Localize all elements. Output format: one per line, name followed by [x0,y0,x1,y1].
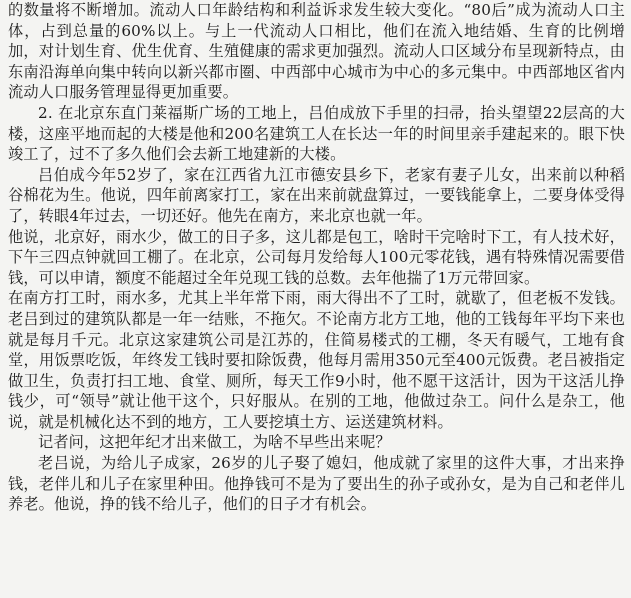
paragraph-case-intro: 2. 在北京东直门莱福斯广场的工地上，吕伯成放下手里的扫帚，抬头望望22层高的大楼，这座平地而起的大楼是他和200名建筑工人在长达一年的时间里亲手建起来的。眼下快竣工了，过不了多久他们会去新工地建新的大楼。 [8,103,625,164]
paragraph-southern-work: 在南方打工时，雨水多，尤其上半年常下雨，雨大得出不了工时，就歇了，但老板不发钱。老吕到过的建筑队都是一年一结账，不拖欠。不论南方北方工地，他的工钱每年平均下来也就是每月千元。北京这家建筑公司是江苏的，住简易楼式的工棚，冬天有暖气，工地有食堂，用饭票吃饭，年终发工钱时要扣除饭费，他每月需用350元至400元饭费。老吕被指定做卫生，负责打扫工地、食堂、厕所，每天工作9小时，他不愿干这活计，因为干这活儿挣钱少，可“领导”就让他干这个，只好服从。在别的工地，他做过杂工。问什么是杂工，他说，就是机械化达不到的地方，工人要挖填土方、运送建筑材料。 [8,289,625,431]
paragraph-beijing-work: 他说，北京好，雨水少，做工的日子多，这儿都是包工，啥时干完啥时下工，有人技术好，下午三四点钟就回工棚了。在北京，公司每月发给每人100元零花钱，遇有特殊情况需要借钱，可以申请，额度不能超过全年兑现工钱的总数。去年他揣了1万元带回家。 [8,227,625,287]
paragraph-population-change: 的数量将不断增加。流动人口年龄结构和利益诉求发生较大变化。“80后”成为流动人口主体，占到总量的60%以上。与上一代流动人口相比，他们在流入地结婚、生育的比例增加，对计划生育、优生优育、生殖健康的需求更加强烈。流动人口区域分布呈现新特点，由东南沿海单向集中转向以新兴都市圈、中西部中心城市为中心的多元集中。中西部地区省内流动人口服务管理显得更加重要。 [8,1,625,102]
paragraph-old-lv-answer: 老吕说，为给儿子成家，26岁的儿子娶了媳妇，他成就了家里的这件大事，才出来挣钱，老伴儿和儿子在家里种田。他挣钱可不是为了要出生的孙子或孙女，是为自己和老伴儿养老。他说，挣的钱不给儿子，他们的日子才有机会。 [8,454,625,514]
paragraph-background: 吕伯成今年52岁了，家在江西省九江市德安县乡下，老家有妻子儿女，出来前以种稻谷棉花为生。他说，四年前离家打工，家在出来前就盘算过，一要钱能拿上，二要身体受得了，转眼4年过去，一切还好。他先在南方，来北京也就一年。 [8,165,625,225]
paragraph-reporter-question: 记者问，这把年纪才出来做工，为啥不早些出来呢？ [38,433,391,452]
